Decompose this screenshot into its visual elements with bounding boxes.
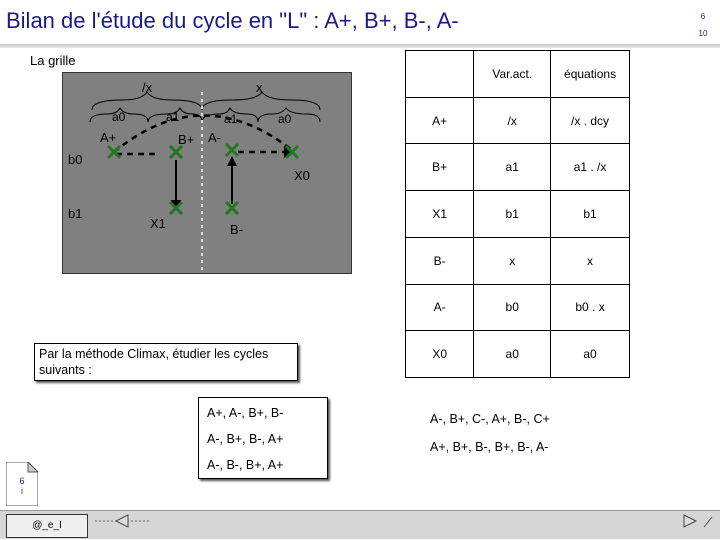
table-cell: b0 bbox=[474, 284, 551, 331]
page-title: Bilan de l'étude du cycle en "L" : A+, B+, B-, A- bbox=[6, 8, 459, 33]
table-row bbox=[406, 191, 630, 238]
table-cell: X1 bbox=[406, 191, 474, 238]
col-label-a0-left: a0 bbox=[112, 110, 126, 124]
step-label-x0: X0 bbox=[294, 168, 310, 183]
next-arrow-icon[interactable] bbox=[684, 515, 696, 527]
table-cell: B- bbox=[406, 237, 474, 284]
table-cell: X0 bbox=[406, 331, 474, 378]
table-cell: b0 . x bbox=[551, 284, 630, 331]
table-cell: x bbox=[474, 237, 551, 284]
table-cell: A+ bbox=[406, 97, 474, 144]
step-label-a-plus: A+ bbox=[100, 130, 117, 145]
page-number bbox=[696, 8, 710, 42]
prev-arrow-icon[interactable] bbox=[116, 515, 128, 527]
col-label-a1-left: a1 bbox=[166, 110, 180, 124]
cycle-item: A-, B+, B-, A+ bbox=[207, 432, 284, 446]
cycle-item: A+, B+, B-, B+, B-, A- bbox=[430, 440, 549, 454]
table-header-cell: Var.act. bbox=[474, 51, 551, 98]
table-header-cell: équations bbox=[551, 51, 630, 98]
top-label-not-x: /x bbox=[142, 80, 153, 95]
cycles-list-right bbox=[430, 412, 550, 468]
table-cell: b1 bbox=[474, 191, 551, 238]
col-label-a1-right: a1 bbox=[224, 112, 238, 126]
document-icon-number: 6 bbox=[19, 476, 25, 486]
table-header-cell bbox=[406, 51, 474, 98]
table-cell: b1 bbox=[551, 191, 630, 238]
page-number-total: 10 bbox=[698, 29, 708, 38]
row-label-b1: b1 bbox=[68, 206, 83, 221]
title-divider bbox=[0, 44, 720, 48]
table-cell: a1 . /x bbox=[551, 144, 630, 191]
document-icon-label bbox=[6, 476, 38, 496]
step-label-x1: X1 bbox=[150, 216, 166, 231]
top-label-x: x bbox=[256, 80, 263, 95]
table-cell: /x . dcy bbox=[551, 97, 630, 144]
footer-bar bbox=[0, 510, 720, 539]
climax-instruction: Par la méthode Climax, étudier les cycles suivants : bbox=[34, 343, 298, 381]
table-cell: B+ bbox=[406, 144, 474, 191]
cross-a0-b0 bbox=[108, 146, 120, 158]
arrow-b-minus-head bbox=[227, 156, 237, 166]
table-cell: a1 bbox=[474, 144, 551, 191]
footer-signature: @_e_I bbox=[6, 514, 88, 538]
footer-nav bbox=[0, 511, 720, 539]
document-icon-letter: i bbox=[21, 486, 23, 496]
cycle-item: A+, A-, B+, B- bbox=[207, 406, 284, 420]
col-label-a0-right: a0 bbox=[278, 112, 292, 126]
document-icon bbox=[6, 462, 38, 506]
end-icon[interactable] bbox=[704, 517, 712, 527]
equations-table bbox=[405, 50, 630, 378]
table-cell: a0 bbox=[551, 331, 630, 378]
table-cell: a0 bbox=[474, 331, 551, 378]
step-label-a-minus: A- bbox=[208, 130, 221, 145]
page-number-current: 6 bbox=[700, 12, 706, 21]
table-row bbox=[406, 331, 630, 378]
table-row bbox=[406, 237, 630, 284]
section-label: La grille bbox=[30, 53, 76, 68]
cycle-item: A-, B-, B+, A+ bbox=[207, 458, 284, 472]
table-row bbox=[406, 144, 630, 191]
step-label-b-minus: B- bbox=[230, 222, 243, 237]
table-cell: x bbox=[551, 237, 630, 284]
cross-a1-b0-left bbox=[170, 146, 182, 158]
cycle-item: A-, B+, C-, A+, B-, C+ bbox=[430, 412, 550, 426]
table-cell: A- bbox=[406, 284, 474, 331]
cycles-box-left bbox=[198, 397, 328, 479]
table-row bbox=[406, 284, 630, 331]
step-label-b-plus: B+ bbox=[178, 132, 195, 147]
row-label-b0: b0 bbox=[68, 152, 83, 167]
table-header-row bbox=[406, 51, 630, 98]
grid-diagram bbox=[62, 72, 352, 272]
table-row bbox=[406, 97, 630, 144]
cross-a1-b0-right bbox=[226, 144, 238, 156]
table-cell: /x bbox=[474, 97, 551, 144]
